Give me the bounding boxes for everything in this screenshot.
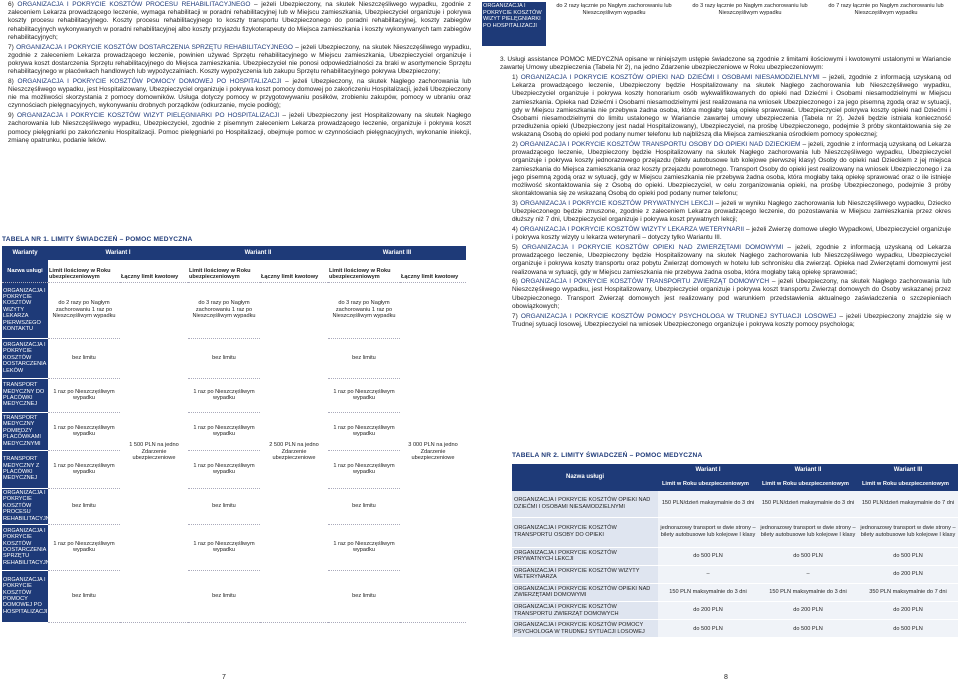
right-item-7: 7) ORGANIZACJA I POKRYCIE KOSZTÓW POMOCY PSYCHOLOGA W TRUDNEJ SYTUACJI LOSOWEJ – jeżeli Ubezpieczony znajdzie się w Trudnej sytuacji losowej, Ubezpieczyciel na wniosek Ubezpieczonego organizuje i pokrywa koszty pomocy psychologa; (512, 312, 951, 328)
total-variant-2: 2 500 PLN na jedno Zdarzenie ubezpieczeniowe (260, 282, 328, 622)
cell: do 200 PLN (758, 602, 858, 620)
row-name: ORGANIZACJA I POKRYCIE KOSZTÓW PROCESU REHABILITACYJNEGO (2, 488, 48, 524)
row-name: ORGANIZACJA I POKRYCIE KOSZTÓW DOSTARCZENIA LEKÓW (2, 338, 48, 378)
row-name: TRANSPORT MEDYCZNY DO PLACÓWKI MEDYCZNEJ (2, 378, 48, 412)
right-text-column (500, 56, 951, 331)
table-row (512, 517, 958, 547)
cell: do 500 PLN (758, 547, 858, 565)
row-name: ORGANIZACJA I POKRYCIE KOSZTÓW POMOCY DOMOWEJ PO HOSPITALIZACJI (2, 570, 48, 622)
right-item-1: 1) ORGANIZACJA I POKRYCIE KOSZTÓW OPIEKI NAD DZIEĆMI I OSOBAMI NIESAMODZIELNYMI – jeżeli, zgodnie z informacją uzyskaną od Lekarza prowadzącego leczenie, Ubezpieczony będzie Hospitalizowany na skutek Nagłego zachorowania lub Nieszczęśliwego wypadku, Ubezpieczyciel organizuje i pokrywa koszty honorarium osób wykwalifikowanych do opieki nad Dziećmi i Osobami niesamodzielnymi w Miejscu zamieszkania. Opieka nad Dziećmi i Osobami niesamodzielnymi jest realizowana na wniosek Ubezpieczonego i za jego pisemną zgodą oraz w sytuacji, gdy w Miejscu zamieszkania nie przebywa żadna osoba, która mogłaby taką opiekę sprawować. Ubezpieczyciel pokrywa koszty opieki nad Dziećmi i Osobami niesamodzielnymi do limitu ustalonego w Wariancie zawartej umowy ubezpieczenia (Tabela nr 2). Jeżeli będzie istniała konieczność przedłużenia opieki (Ubezpieczony jest nadal Hospitalizowany), Ubezpieczyciel, na prośbę Ubezpieczonego, podejmie 3 próby skontaktowania się ze wskazaną Osobą do opieki pod podany numer telefonu lub najbliższą dla Miejsca zamieszkania ośrodkiem pomocy społecznej; (512, 73, 951, 139)
cell: do 500 PLN (758, 620, 858, 638)
cell: 1 raz po Nieszczęśliwym wypadku (188, 412, 260, 450)
right-item-2: 2) ORGANIZACJA I POKRYCIE KOSZTÓW TRANSPORTU OSOBY DO OPIEKI NAD DZIECKIEM – jeżeli, zgodnie z informacją uzyskaną od Lekarza prowadzącego leczenie, Ubezpieczony będzie Hospitalizowany na skutek Nagłego zachorowania lub Nieszczęśliwego wypadku, Ubezpieczyciel organizuje i pokrywa koszty jednorazowego przejazdu (bilety autobusowe lub kolejowe pierwszej klasy) Osoby do opieki nad Dzieckiem z jej miejsca zamieszkania do Miejsca zamieszkania oraz koszty przejazdu powrotnego. Transport Osoby do opieki jest realizowany na wniosek Ubezpieczonego i za jego pisemną zgodą oraz w sytuacji, gdy w Miejscu zamieszkania nie przebywa żadna osoba, która mogłaby taką opiekę sprawować oraz o ile istnieje możliwość skontaktowania się z Osobą do opieki. Ubezpieczyciel, w celu zorganizowania opieki, na prośbę Ubezpieczonego, podejmie 3 próby skontaktowania się ze wskazaną Osobą do opieki pod podany numer telefonu; (512, 141, 951, 198)
cell: 1 raz po Nieszczęśliwym wypadku (328, 378, 400, 412)
row-name: TRANSPORT MEDYCZNY POMIĘDZY PLACÓWKAMI MEDYCZNYMI (2, 412, 48, 450)
row-name: ORGANIZACJA I POKRYCIE KOSZTÓW OPIEKI NAD ZWIERZĘTAMI DOMOWYMI (512, 583, 658, 601)
cell: 1 raz po Nieszczęśliwym wypadku (48, 412, 120, 450)
table-2-name-header: Nazwa usługi (512, 464, 658, 491)
cell: – (658, 565, 758, 583)
left-item-9: 9) ORGANIZACJA I POKRYCIE KOSZTÓW WIZYT PIELĘGNIARKI PO HOSPITALIZACJI – jeżeli Ubezpieczony jest Hospitalizowany na skutek Nagłego zachorowania lub Nieszczęśliwego wypadku, Ubezpieczyciel, zgodnie z pisemnym zaleceniem Lekarza prowadzącego leczenie, organizuje i pokrywa koszt pomocy pielęgniarki po zakończeniu Hospitalizacji. Pomoc pielęgniarki po Hospitalizacji, obejmuje pomoc w czynnościach pielęgnacyjnych, wykonanie iniekcji, zmianę opatrunku, podanie leków. (8, 112, 471, 144)
table-1-title: TABELA NR 1. LIMITY ŚWIADCZEŃ – POMOC MEDYCZNA (2, 236, 193, 243)
table-2-limit-header: Limit w Roku ubezpieczeniowym (658, 477, 758, 491)
cell: 150 PLN/dzień maksymalnie do 7 dni (858, 491, 958, 517)
cell: 1 raz po Nieszczęśliwym wypadku (188, 450, 260, 488)
total-variant-3: 3 000 PLN na jedno Zdarzenie ubezpieczeniowe (400, 282, 466, 622)
cell: bez limitu (188, 488, 260, 524)
cell: 150 PLN/dzień maksymalnie do 3 dni (658, 491, 758, 517)
right-items (500, 74, 951, 329)
row-name: ORGANIZACJA I POKRYCIE KOSZTÓW POMOCY PSYCHOLOGA W TRUDNEJ SYTUACJI LOSOWEJ (512, 620, 658, 638)
row-name: ORGANIZACJA I POKRYCIE KOSZTÓW TRANSPORTU OSOBY DO OPIEKI (512, 517, 658, 547)
cell: 1 raz po Nieszczęśliwym wypadku (328, 450, 400, 488)
cell: bez limitu (48, 338, 120, 378)
cell: 150 PLN maksymalnie do 3 dni (758, 583, 858, 601)
page-number: 8 (724, 674, 728, 681)
row-name: ORGANIZACJA I POKRYCIE KOSZTÓW TRANSPORTU ZWIERZĄT DOMOWYCH (512, 602, 658, 620)
cell: 1 raz po Nieszczęśliwym wypadku (328, 412, 400, 450)
cell: jednorazowy transport w dwie strony – bilety autobusowe lub kolejowe I klasy (658, 517, 758, 547)
table-row (2, 570, 466, 622)
page-number: 7 (222, 674, 226, 681)
row-name: ORGANIZACJA I POKRYCIE KOSZTÓW DOSTARCZENIA SPRZĘTU REHABILITACYJNEGO (2, 524, 48, 570)
cell: do 500 PLN (858, 620, 958, 638)
cell: 350 PLN maksymalnie do 7 dni (858, 583, 958, 601)
cell: 1 raz po Nieszczęśliwym wypadku (188, 524, 260, 570)
table-1-variant-3: Wariant III (328, 246, 466, 260)
cell: jednorazowy transport w dwie strony – bilety autobusowe lub kolejowe I klasy (858, 517, 958, 547)
table-row (512, 565, 958, 583)
cell: – (758, 565, 858, 583)
cell: bez limitu (48, 570, 120, 622)
table-1-name-header: Nazwa usługi (2, 260, 48, 282)
table-2-variant-1: Wariant I (658, 464, 758, 477)
cell: 1 raz po Nieszczęśliwym wypadku (48, 450, 120, 488)
table-row (2, 282, 466, 338)
table-2-variant-3: Wariant III (858, 464, 958, 477)
cell: do 500 PLN (858, 547, 958, 565)
row-name: ORGANIZACJA I POKRYCIE KOSZTÓW WIZYTY LEKARZA PIERWSZEGO KONTAKTU (2, 282, 48, 338)
table-1-total-header: Łączny limit kwotowy (120, 260, 188, 282)
table-row (512, 491, 958, 517)
table-2-title: TABELA NR 2. LIMITY ŚWIADCZEŃ – POMOC MEDYCZNA (512, 452, 703, 459)
table-row (512, 620, 958, 638)
left-item-8: 8) ORGANIZACJA I POKRYCIE KOSZTÓW POMOCY DOMOWEJ PO HOSPITALIZACJI – jeżeli Ubezpieczony, na skutek Nagłego zachorowania lub Nieszczęśliwego wypadku, jest Hospitalizowany, Ubezpieczyciel organizuje i pokrywa koszt pomocy domowej po zakończeniu Hospitalizacji, jeżeli Ubezpieczony nie ma możliwości skorzystania z pomocy domowników. Usługa dotyczy pomocy w przygotowywaniu posiłków, zrobieniu zakupów, pomocy w ubraniu oraz czynnościach pielęgnacyjnych, wykonywaniu drobnych porządków (odkurzanie, mycie podłóg); (8, 77, 471, 110)
total-variant-1: 1 500 PLN na jedno Zdarzenie ubezpieczeniowe (120, 282, 188, 622)
cell: do 500 PLN (658, 547, 758, 565)
cell: 1 raz po Nieszczęśliwym wypadku (48, 378, 120, 412)
right-page (480, 0, 959, 684)
cell: do 2 razy po Nagłym zachorowaniu 1 raz po Nieszczęśliwym wypadku (48, 282, 120, 338)
table-row (512, 547, 958, 565)
table-1-limit-header: Limit ilościowy w Roku ubezpieczeniowym (48, 260, 120, 282)
cell: do 7 razy łącznie po Nagłym zachorowaniu lub Nieszczęśliwym wypadku (828, 3, 944, 16)
table-1-variant-2: Wariant II (188, 246, 328, 260)
left-page (0, 0, 479, 684)
limits-table-2 (512, 464, 958, 638)
table-2-variant-2: Wariant II (758, 464, 858, 477)
cell: 1 raz po Nieszczęśliwym wypadku (188, 378, 260, 412)
limits-table-1 (2, 246, 466, 623)
left-item-7: 7) ORGANIZACJA I POKRYCIE KOSZTÓW DOSTARCZENIA SPRZĘTU REHABILITACYJNEGO – jeżeli Ubezpieczony, na skutek Nieszczęśliwego wypadku, zgodnie z zaleceniem Lekarza prowadzącego leczenie, powinien używać Sprzętu rehabilitacyjnego w Miejscu zamieszkania, Ubezpieczyciel organizuje i pokrywa koszt dostarczenia Sprzętu rehabilitacyjnego do Miejsca zamieszkania. Ubezpieczyciel nie ponosi odpowiedzialności za braki w asortymencie Sprzętu rehabilitacyjnego w placówkach handlowych lub wypożyczalniach. Koszty wypożyczenia lub zakupu Sprzętu rehabilitacyjnego pokrywa Ubezpieczony; (8, 43, 472, 76)
table-row (512, 602, 958, 620)
row-name: ORGANIZACJA I POKRYCIE KOSZTÓW OPIEKI NAD DZIEĆMI I OSOBAMI NIESAMODZIELNYMI (512, 491, 658, 517)
table-1-limit-header: Limit ilościowy w Roku ubezpieczeniowym (188, 260, 260, 282)
right-item-6: 6) ORGANIZACJA I POKRYCIE KOSZTÓW TRANSPORTU ZWIERZĄT DOMOWYCH – jeżeli Ubezpieczony, na skutek Nagłego zachorowania lub Nieszczęśliwego wypadku, jest Hospitalizowany, Ubezpieczyciel organizuje i pokrywa koszt transportu Zwierząt domowych do Osoby wskazanej przez Ubezpieczonego. Transport Zwierząt domowych jest realizowany pod warunkiem przedstawienia aktualnego zaświadczenia o szczepieniach obowiązkowych; (512, 278, 951, 310)
table-row (482, 2, 954, 46)
table-2-limit-header: Limit w Roku ubezpieczeniowym (758, 477, 858, 491)
cell: bez limitu (48, 488, 120, 524)
cell: bez limitu (188, 570, 260, 622)
table-row (2, 338, 466, 378)
table-2-limit-header: Limit w Roku ubezpieczeniowym (858, 477, 958, 491)
table-row (2, 412, 466, 450)
table-row (2, 378, 466, 412)
right-item-5: 5) ORGANIZACJA I POKRYCIE KOSZTÓW OPIEKI NAD ZWIERZĘTAMI DOMOWYMI – jeżeli, zgodnie z informacją uzyskaną od Lekarza prowadzącego leczenie, Ubezpieczony będzie Hospitalizowany na skutek Nagłego zachorowania lub Nieszczęśliwego wypadku, Ubezpieczyciel organizuje i pokrywa koszty transportu oraz pobytu Zwierząt domowych w hotelu lub schronisku dla zwierząt. Opieka nad Zwierzętami domowymi jest realizowana w sytuacji, gdy w Miejscu zamieszkania nie przebywa żadna osoba, która mogłaby taką opiekę sprawować; (512, 243, 952, 276)
cell: do 200 PLN (858, 602, 958, 620)
row-name: ORGANIZACJA I POKRYCIE KOSZTÓW WIZYT PIELĘGNIARKI PO HOSPITALIZACJI (482, 2, 546, 46)
cell: bez limitu (328, 488, 400, 524)
table-1-variant-1: Wariant I (48, 246, 188, 260)
row-name: TRANSPORT MEDYCZNY Z PLACÓWKI MEDYCZNEJ (2, 450, 48, 488)
limits-table-continued (482, 2, 954, 46)
left-item-6: 6) ORGANIZACJA I POKRYCIE KOSZTÓW PROCESU REHABILITACYJNEGO – jeżeli Ubezpieczony, na skutek Nieszczęśliwego wypadku, zgodnie z zaleceniem Lekarza prowadzącego leczenie, wymaga rehabilitacji w poradni rehabilitacyjnej lub w Miejscu zamieszkania, Ubezpieczyciel organizuje i pokrywa koszty procesu rehabilitacyjnego. Koszty procesu rehabilitacyjnego to koszty transportu Ubezpieczonego do poradni rehabilitacyjnej, koszty zabiegów rehabilitacyjnych wykonywanych w poradni rehabilitacyjnej albo koszty przyjazdu fizykoterapeuty do Miejsca zamieszkania i koszty wykonywanych tam zabiegów rehabilitacyjnych; (8, 1, 472, 41)
cell: do 2 razy łącznie po Nagłym zachorowaniu lub Nieszczęśliwym wypadku (556, 3, 672, 16)
row-name: ORGANIZACJA I POKRYCIE KOSZTÓW WIZYTY WETERYNARZA (512, 565, 658, 583)
table-row (2, 450, 466, 488)
cell: 1 raz po Nieszczęśliwym wypadku (328, 524, 400, 570)
cell: bez limitu (328, 338, 400, 378)
table-1-limit-header: Limit ilościowy w Roku ubezpieczeniowym (328, 260, 400, 282)
left-text-column (8, 1, 471, 146)
table-1-total-header: Łączny limit kwotowy (260, 260, 328, 282)
cell: do 3 razy po Nagłym zachorowaniu 1 raz po Nieszczęśliwym wypadku (188, 282, 260, 338)
cell: do 200 PLN (858, 565, 958, 583)
cell: 150 PLN maksymalnie do 3 dni (658, 583, 758, 601)
cell: jednorazowy transport w dwie strony – bilety autobusowe lub kolejowe I klasy (758, 517, 858, 547)
cell: do 3 razy łącznie po Nagłym zachorowaniu lub Nieszczęśliwym wypadku (692, 3, 808, 16)
table-row (2, 488, 466, 524)
cell: do 500 PLN (658, 620, 758, 638)
table-row (512, 583, 958, 601)
cell: 1 raz po Nieszczęśliwym wypadku (48, 524, 120, 570)
right-item-3: 3) ORGANIZACJA I POKRYCIE KOSZTÓW PRYWATNYCH LEKCJI – jeżeli w wyniku Nagłego zachorowania lub Nieszczęśliwego wypadku, Dziecko Ubezpieczonego będzie zmuszone, zgodnie z zaleceniem Lekarza prowadzącego leczenie, do pozostawania w Miejscu zamieszkania przez okres dłuższy niż 7 dni, Ubezpieczyciel organizuje i pokrywa koszt prywatnych lekcji; (512, 199, 951, 224)
cell: bez limitu (328, 570, 400, 622)
right-intro: 3. Usługi assistance POMOC MEDYCZNA opisane w niniejszym ustępie świadczone są zgodnie z limitami ilościowymi i kwotowymi ustalonymi w Wariancie zawartej Umowy ubezpieczenia (Tabela Nr 2), na jedno Zdarzenie ubezpieczeniowe w Roku ubezpieczeniowym: (500, 56, 951, 72)
cell: do 200 PLN (658, 602, 758, 620)
row-name: ORGANIZACJA I POKRYCIE KOSZTÓW PRYWATNYCH LEKCJI (512, 547, 658, 565)
cell: do 3 razy po Nagłym zachorowaniu 1 raz po Nieszczęśliwym wypadku (328, 282, 400, 338)
table-row (2, 524, 466, 570)
table-1-total-header: Łączny limit kwotowy (400, 260, 466, 282)
right-item-4: 4) ORGANIZACJA I POKRYCIE KOSZTÓW WIZYTY LEKARZA WETERYNARII – jeżeli Zwierzę domowe uległo Wypadkowi, Ubezpieczyciel organizuje i pokrywa koszty wizyty u lekarza weterynarii – dotyczy tylko Wariantu III. (512, 226, 951, 242)
cell: 150 PLN/dzień maksymalnie do 3 dni (758, 491, 858, 517)
cell: bez limitu (188, 338, 260, 378)
table-1-variants-header: Warianty (2, 246, 48, 260)
